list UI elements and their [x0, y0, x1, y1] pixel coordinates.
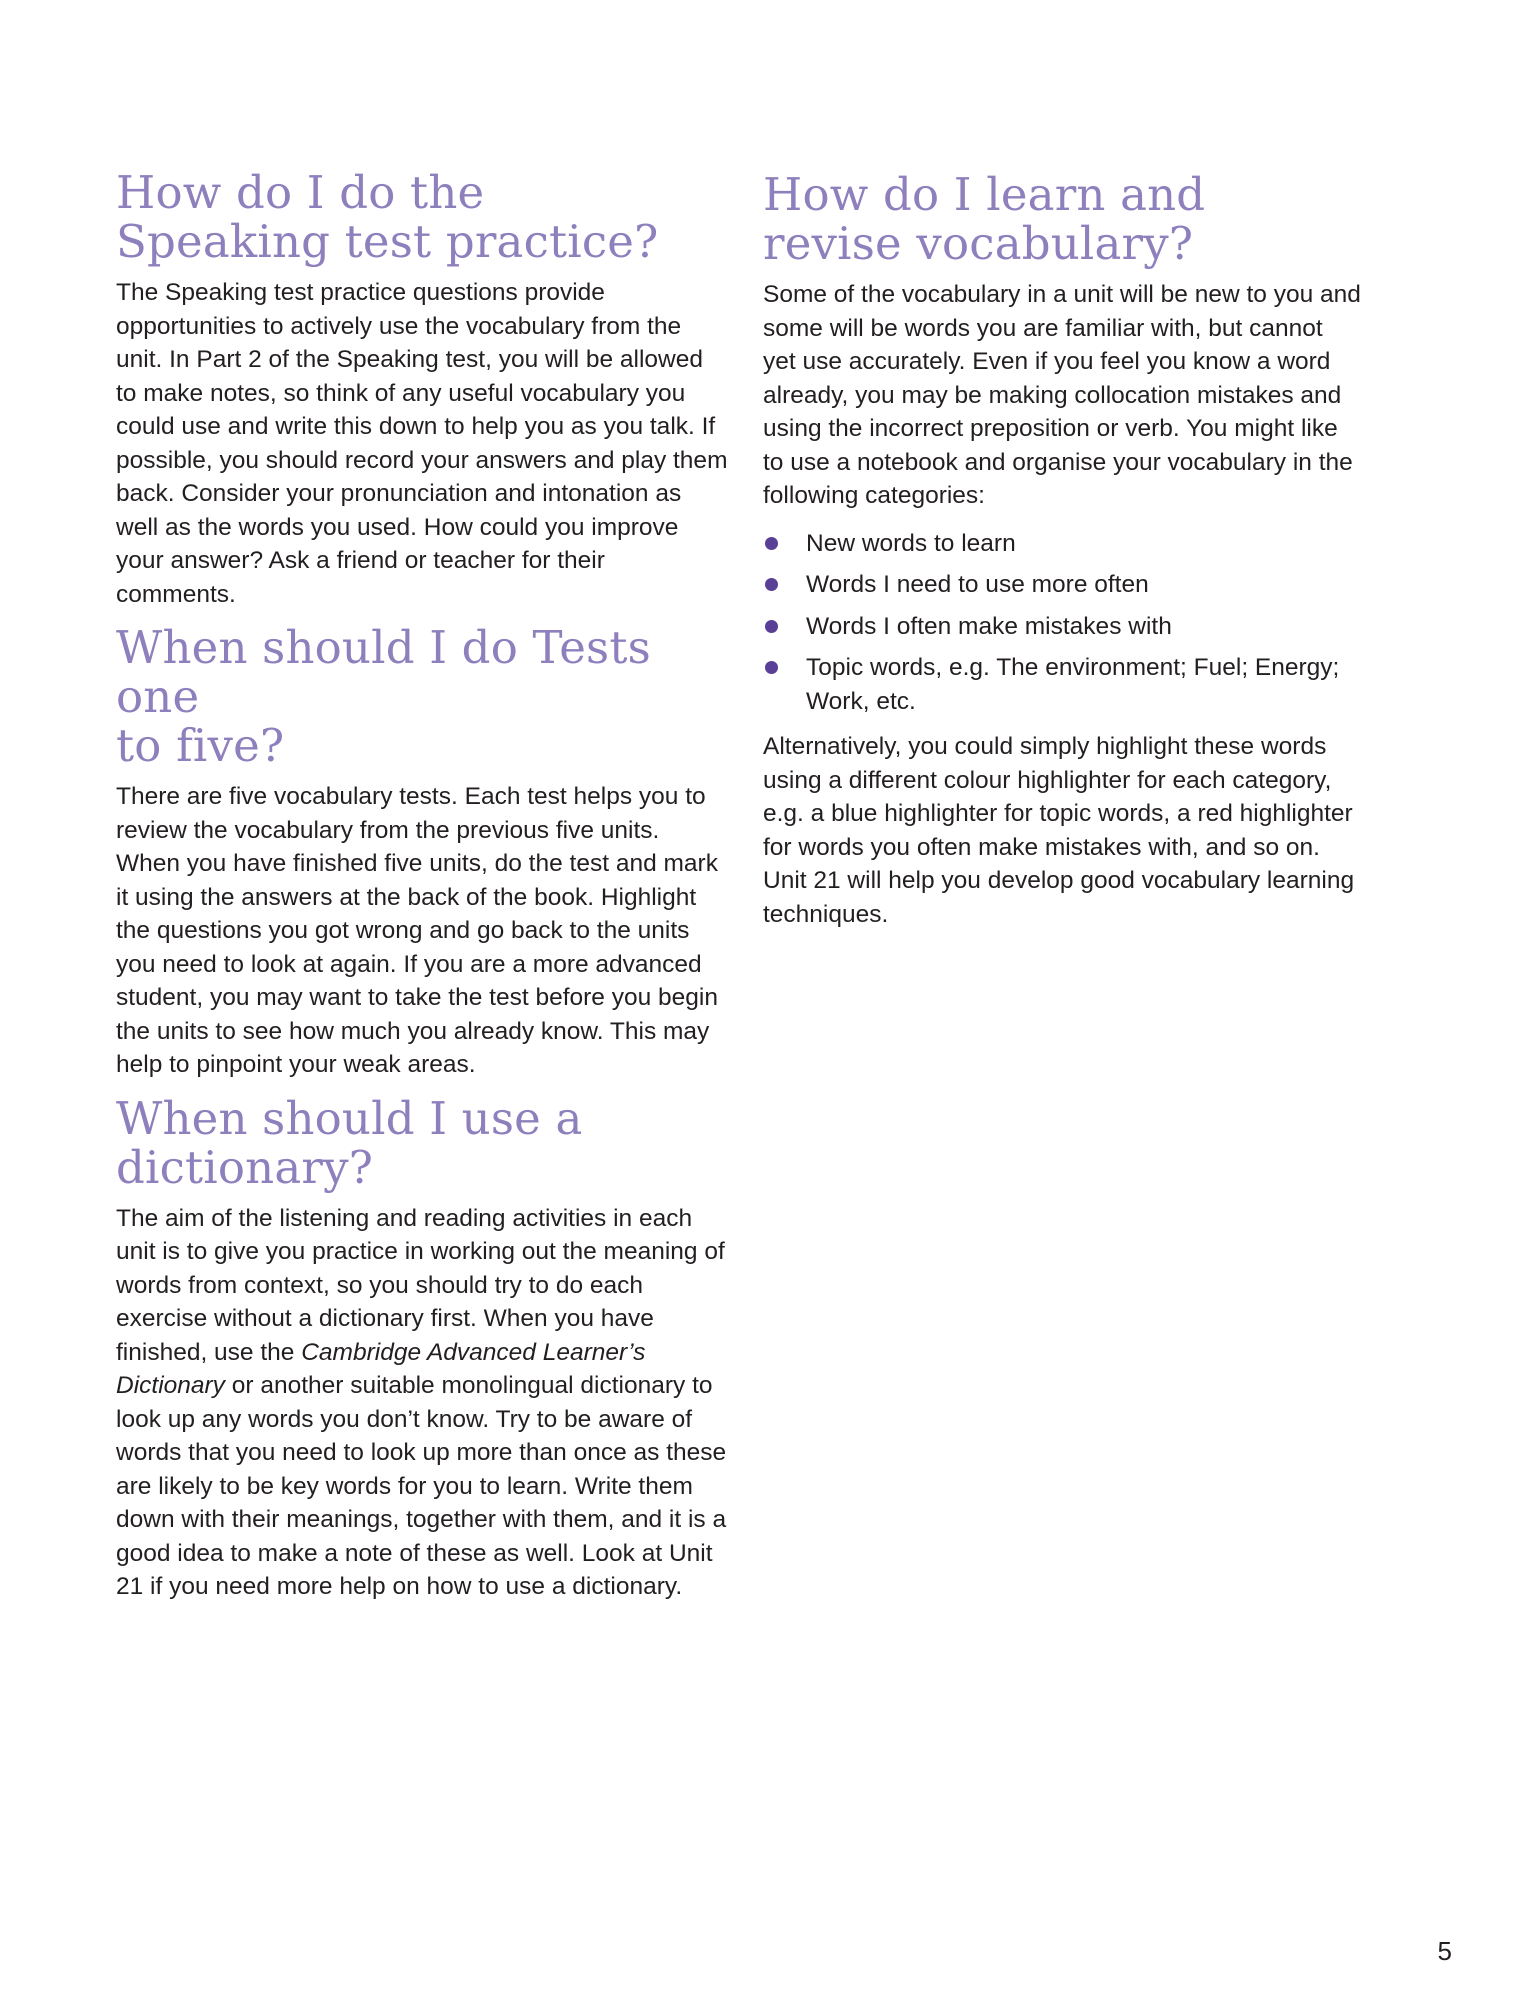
section-speaking-test	[116, 168, 728, 611]
bullet-icon	[765, 661, 778, 674]
list-item-text: Words I often make mistakes with	[806, 612, 1172, 640]
text-run: or another suitable monolingual dictionary to look up any words you don’t know. Try to be aware of words that you need to look up more than once as these are likely to be key words for you to learn. Write them down with their meanings, together with them, and it is a good idea to make a note of these as well. Look at Unit 21 if you need more help on how to use a dictionary.	[116, 1372, 727, 1600]
bullet-icon	[765, 537, 778, 550]
bullet-icon	[765, 578, 778, 591]
list-item-text: Topic words, e.g. The environment; Fuel; Energy; Work, etc.	[806, 654, 1340, 715]
dictionary-title: Cambridge Advanced Learner’s Dictionary	[116, 1338, 646, 1399]
bullet-icon	[765, 620, 778, 633]
heading-line: When should I use a	[116, 1091, 583, 1145]
category-list	[763, 527, 1361, 719]
section-tests	[116, 623, 728, 1082]
list-item	[763, 568, 1361, 602]
heading-line: How do I learn and	[763, 168, 1206, 221]
section-dictionary	[116, 1091, 728, 1604]
heading-line: How do I do the	[116, 166, 485, 219]
list-item	[763, 527, 1361, 561]
heading-line: When should I do Tests one	[116, 621, 651, 723]
heading-speaking-test	[116, 168, 728, 266]
paragraph-dictionary	[116, 1202, 728, 1604]
heading-line: to five?	[116, 719, 285, 772]
right-column	[763, 170, 1361, 945]
heading-line: dictionary?	[116, 1140, 374, 1194]
heading-dictionary	[116, 1091, 728, 1194]
list-item-text: New words to learn	[806, 529, 1016, 557]
page-number: 5	[1437, 1936, 1452, 1966]
left-column	[116, 168, 728, 1616]
heading-tests	[116, 623, 728, 770]
list-item-text: Words I need to use more often	[806, 571, 1149, 598]
list-item	[763, 651, 1361, 718]
paragraph-vocabulary-intro: Some of the vocabulary in a unit will be new to you and some will be words you are familiar with, but cannot yet use accurately. Even if you feel you know a word already, you may be making collocation mistakes and using the incorrect preposition or verb. You might like to use a notebook and organise your vocabulary in the following categories:	[763, 281, 1361, 509]
paragraph-tests: There are five vocabulary tests. Each test helps you to review the vocabulary from the previous five units. When you have finished five units, do the test and mark it using the answers at the back of the book. Highlight the questions you got wrong and go back to the units you need to look at again. If you are a more advanced student, you may want to take the test before you begin the units to see how much you already know. This may help to pinpoint your weak areas.	[116, 783, 718, 1078]
section-vocabulary	[763, 170, 1361, 931]
text-run: The aim of the listening and reading activities in each unit is to give you practice in working out the meaning of words from context, so you should try to do each exercise without a dictionary first. When you have finished, use the	[116, 1204, 725, 1366]
list-item	[763, 610, 1361, 644]
paragraph-vocabulary-outro: Alternatively, you could simply highlight these words using a different colour highlighter for each category, e.g. a blue highlighter for topic words, a red highlighter for words you often make mistakes with, and so on. Unit 21 will help you develop good vocabulary learning techniques.	[763, 733, 1355, 928]
paragraph-speaking-test: The Speaking test practice questions provide opportunities to actively use the vocabulary from the unit. In Part 2 of the Speaking test, you will be allowed to make notes, so think of any useful vocabulary you could use and write this down to help you as you talk. If possible, you should record your answers and play them back. Consider your pronunciation and intonation as well as the words you used. How could you improve your answer? Ask a friend or teacher for their comments.	[116, 279, 728, 608]
heading-line: revise vocabulary?	[763, 217, 1194, 270]
heading-line: Speaking test practice?	[116, 215, 659, 268]
heading-vocabulary	[763, 170, 1361, 268]
